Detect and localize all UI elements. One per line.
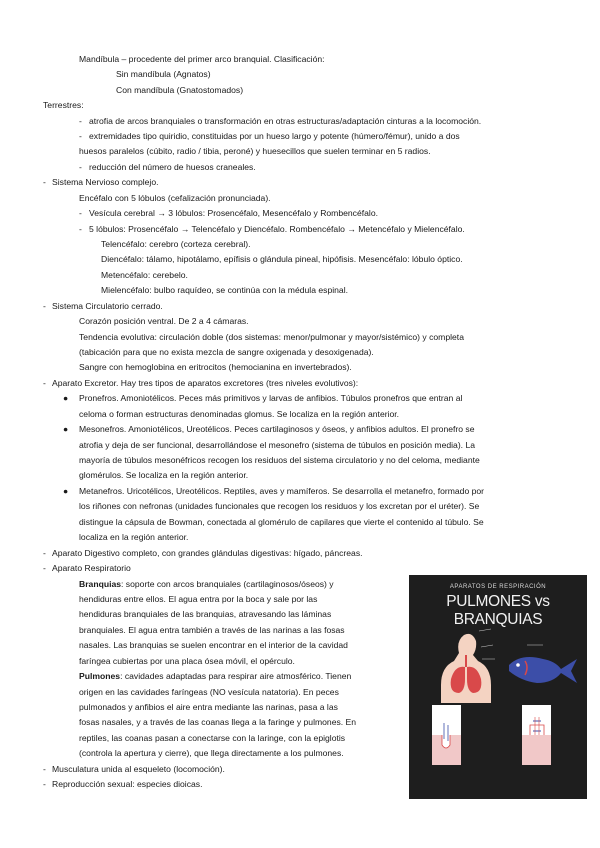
text-line: branquiales. El agua entra también a través de las narinas a las fosas <box>79 625 345 635</box>
text-line: huesos paralelos (cúbito, radio / tibia, peroné) y huesecillos que suelen terminar en 5 radios. <box>79 146 431 156</box>
round-bullet: ● <box>63 424 69 434</box>
text-line: localiza en la región anterior. <box>79 532 189 542</box>
round-bullet: ● <box>63 486 69 496</box>
dash-bullet: - <box>43 764 46 774</box>
text-line: Corazón posición ventral. De 2 a 4 cámaras. <box>79 316 249 326</box>
dash-bullet: - <box>43 563 46 573</box>
text-line: los riñones con nefronas (unidades funcionales que recogen los residuos y los excretan por el uréter). Se <box>79 501 480 511</box>
text-line: Metencéfalo: cerebelo. <box>101 270 188 280</box>
text-line: Vesícula cerebral → 3 lóbulos: Prosencéfalo, Mesencéfalo y Rombencéfalo. <box>89 208 379 218</box>
gnathostomata-line: Con mandíbula (Gnatostomados) <box>116 85 244 95</box>
musculature-line: Musculatura unida al esqueleto (locomoción). <box>52 764 225 774</box>
text-line: origen en las cavidades faríngeas (NO vesícula natatoria). En peces <box>79 687 339 697</box>
text-line: faríngea cubiertas por una placa ósea móvil, el opérculo. <box>79 656 295 666</box>
text-span: : soporte con arcos branquiales (cartilaginosos/óseos) y <box>121 579 334 589</box>
respiration-figure <box>409 575 587 799</box>
text-line: atrofia de arcos branquiales o transformación en otras estructuras/adaptación cinturas a la locomoción. <box>89 116 482 126</box>
respiratory-heading: Aparato Respiratorio <box>52 563 131 573</box>
text-line: hendiduras branquiales de las branquias, atravesando las láminas <box>79 609 332 619</box>
dash-bullet: - <box>79 131 82 141</box>
mandible-line: Mandíbula – procedente del primer arco branquial. Clasificación: <box>79 54 325 64</box>
lungs-paragraph-line <box>79 671 351 682</box>
dash-bullet: - <box>79 116 82 126</box>
dash-bullet: - <box>79 224 82 234</box>
text-line: Mielencéfalo: bulbo raquídeo, se continúa con la médula espinal. <box>101 285 348 295</box>
dash-bullet: - <box>43 378 46 388</box>
text-line: celoma o forman estructuras denominadas glomus. Se localiza en la región anterior. <box>79 409 400 419</box>
text-line: Metanefros. Uricotélicos, Ureotélicos. Reptiles, aves y mamíferos. Se desarrolla el metanefro, formado por <box>79 486 485 496</box>
text-line: 5 lóbulos: Prosencéfalo → Telencéfalo y Diencéfalo. Rombencéfalo → Metencéfalo y Mielencéfalo. <box>89 224 465 234</box>
text-line: Encéfalo con 5 lóbulos (cefalización pronunciada). <box>79 193 271 203</box>
text-line: Telencéfalo: cerebro (corteza cerebral). <box>101 239 251 249</box>
reproduction-line: Reproducción sexual: especies dioicas. <box>52 779 203 789</box>
gills-paragraph-line <box>79 579 334 590</box>
text-line: hendiduras entre ellos. El agua entra por la boca y sale por las <box>79 594 318 604</box>
dash-bullet: - <box>43 779 46 789</box>
circulatory-heading: Sistema Circulatorio cerrado. <box>52 301 163 311</box>
text-line: fosas nasales, y a través de las coanas llega a la faringe y pulmones. En <box>79 717 357 727</box>
round-bullet: ● <box>63 393 69 403</box>
text-span: : cavidades adaptadas para respirar aire atmosférico. Tienen <box>120 671 352 681</box>
text-line: reptiles, las coanas pasan a conectarse con la laringe, con la epiglotis <box>79 733 346 743</box>
text-line: extremidades tipo quiridio, constituidas por un hueso largo y potente (húmero/fémur), unido a dos <box>89 131 460 141</box>
text-line: pulmonados y anfibios el aire entra mediante las narinas, pasa a las <box>79 702 338 712</box>
figure-illustration <box>409 575 587 799</box>
text-line: (controla la apertura y cierre), que llega directamente a los pulmones. <box>79 748 344 758</box>
human-lungs-icon <box>441 629 495 703</box>
text-line: atrofia y deja de ser funcional, desarrollándose el mesonefro (sistema de túbulos en posición media). La <box>79 440 476 450</box>
dash-bullet: - <box>79 208 82 218</box>
text-line: Diencéfalo: tálamo, hipotálamo, epífisis o glándula pineal, hipófisis. Mesencéfalo: lóbulo óptico. <box>101 254 463 264</box>
text-line: distingue la cápsula de Bowman, conectada al glomérulo de capilares que vierte el contenido al túbulo. Se <box>79 517 484 527</box>
dash-bullet: - <box>43 301 46 311</box>
text-line: Pronefros. Amoniotélicos. Peces más primitivos y larvas de anfibios. Túbulos pronefros que entran al <box>79 393 463 403</box>
text-line: (tabicación para que no exista mezcla de sangre oxigenada y desoxigenada). <box>79 347 374 357</box>
excretory-heading: Aparato Excretor. Hay tres tipos de aparatos excretores (tres niveles evolutivos): <box>52 378 359 388</box>
agnatha-line: Sin mandíbula (Agnatos) <box>116 69 211 79</box>
gill-lamella-panel <box>522 705 551 765</box>
text-line: mayoría de túbulos mesonéfricos recogen los residuos del sistema circulatorio y no del celoma, mediante <box>79 455 480 465</box>
text-line: Tendencia evolutiva: circulación doble (dos sistemas: menor/pulmonar y mayor/sistémico) y completa <box>79 332 464 342</box>
alveolus-panel <box>432 705 461 765</box>
text-line: nasales. Las branquias se suelen encontrar en el interior de la cavidad <box>79 640 348 650</box>
dash-bullet: - <box>43 548 46 558</box>
text-line: Mesonefros. Amoniotélicos, Ureotélicos. Peces cartilaginosos y óseos, y anfibios adultos. El pronefro se <box>79 424 475 434</box>
text-line: glomérulos. Se localiza en la región anterior. <box>79 470 249 480</box>
gills-term: Branquias <box>79 579 122 589</box>
dash-bullet: - <box>43 177 46 187</box>
terrestrial-heading: Terrestres: <box>43 100 84 110</box>
text-line: Sangre con hemoglobina en eritrocitos (hemocianina en invertebrados). <box>79 362 352 372</box>
text-line: reducción del número de huesos craneales. <box>89 162 256 172</box>
dash-bullet: - <box>79 162 82 172</box>
nervous-system-heading: Sistema Nervioso complejo. <box>52 177 159 187</box>
digestive-heading: Aparato Digestivo completo, con grandes glándulas digestivas: hígado, páncreas. <box>52 548 363 558</box>
figure-title: PULMONES vs BRANQUIAS <box>446 593 550 628</box>
lungs-term: Pulmones <box>79 671 121 681</box>
figure-subtitle: APARATOS DE RESPIRACIÓN <box>449 584 547 590</box>
fish-gills-icon <box>509 645 577 683</box>
